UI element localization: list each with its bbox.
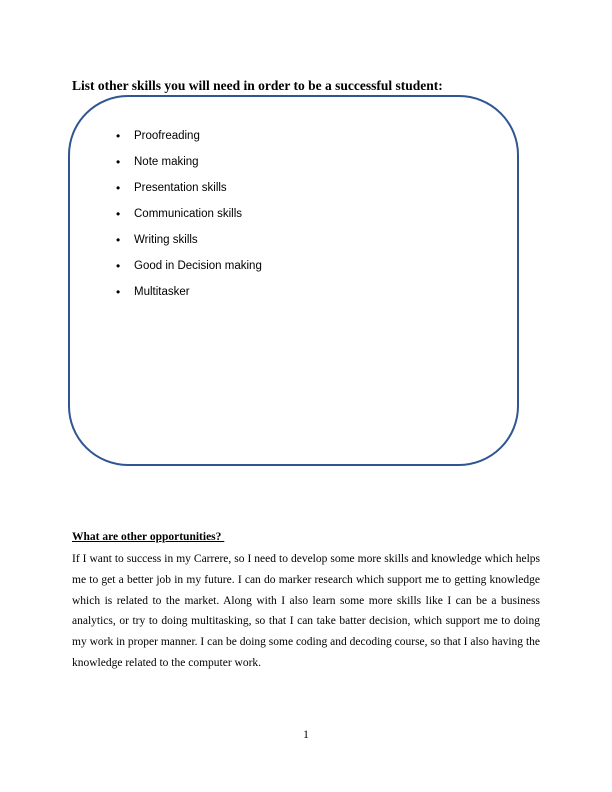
skill-label: Proofreading <box>134 130 200 142</box>
list-item <box>116 284 262 310</box>
list-item <box>116 258 262 284</box>
list-item <box>116 180 262 206</box>
skill-label: Communication skills <box>134 208 243 220</box>
page-number: 1 <box>303 729 309 741</box>
bullet-icon: • <box>116 259 121 273</box>
skill-label: Good in Decision making <box>134 260 262 272</box>
skill-label: Writing skills <box>134 234 198 246</box>
bullet-icon: • <box>116 233 121 247</box>
list-item <box>116 232 262 258</box>
list-item <box>116 206 262 232</box>
bullet-icon: • <box>116 129 121 143</box>
skill-label: Multitasker <box>134 286 190 298</box>
bullet-icon: • <box>116 285 121 299</box>
skill-label: Presentation skills <box>134 182 227 194</box>
bullet-icon: • <box>116 207 121 221</box>
skills-heading: List other skills you will need in order to be a successful student: <box>72 78 443 93</box>
opportunities-paragraph: If I want to success in my Carrere, so I need to develop some more skills and knowledge which helps me to get a better job in my future. I can do marker research which support me to getting knowledge which is related to the market. Along with I also learn some more skills like I can be a business analytics, or try to doing multitasking, so that I can take batter decision, which support me to doing my work in proper manner. I can be doing some coding and decoding course, so that I also having the knowledge related to the computer work. <box>72 553 540 669</box>
opportunities-heading: What are other opportunities? <box>72 531 225 543</box>
skills-list <box>116 128 262 310</box>
skill-label: Note making <box>134 156 199 168</box>
list-item <box>116 128 262 154</box>
bullet-icon: • <box>116 181 121 195</box>
bullet-icon: • <box>116 155 121 169</box>
list-item <box>116 154 262 180</box>
